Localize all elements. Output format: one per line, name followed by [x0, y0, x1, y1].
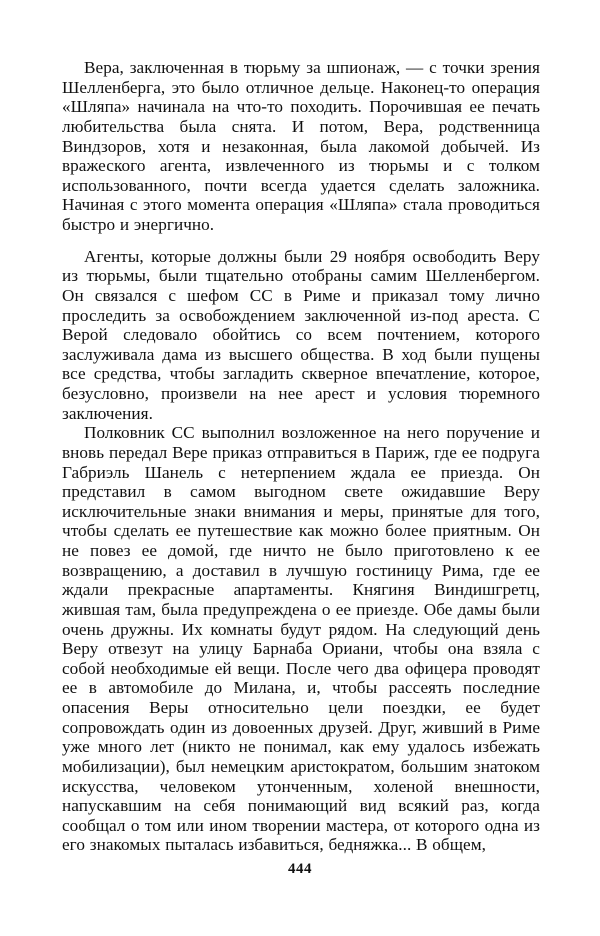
body-text: [62, 58, 540, 855]
paragraph-gap: [62, 235, 540, 247]
paragraph-1: Вера, заключенная в тюрьму за шпионаж, — с точки зрения Шелленберга, это было отличное дельце. Наконец-то операция «Шляпа» начинала на что-то походить. Порочившая ее печать любительства была снята. И потом, Вера, родственница Виндзоров, хотя и незаконная, была лакомой добычей. Из вражеского агента, извлеченного из тюрьмы и с толком использованного, почти всегда удается сделать заложника. Начиная с этого момента операция «Шляпа» стала проводиться быстро и энергично.: [62, 58, 540, 234]
page-number: 444: [288, 861, 312, 877]
paragraph-2: Агенты, которые должны были 29 ноября освободить Веру из тюрьмы, были тщательно отобраны самим Шелленбергом. Он связался с шефом СС в Риме и приказал тому лично проследить за освобождением заключенной из-под ареста. С Верой следовало обойтись со всем почтением, которого заслуживала дама из высшего общества. В ход были пущены все средства, чтобы загладить скверное впечатление, которое, безусловно, произвели на нее арест и условия тюремного заключения.: [62, 246, 540, 423]
paragraph-3: Полковник СС выполнил возложенное на него поручение и вновь передал Вере приказ отправиться в Париж, где ее подруга Габриэль Шанель с нетерпением ждала ее приезда. Он представил в самом выгодном свете ожидавшие Веру исключительные знаки внимания и меры, принятые для того, чтобы сделать ее путешествие как можно более приятным. Он не повез ее домой, где ничто не было приготовлено к ее возвращению, а доставил в лучшую гостиницу Рима, где ее ждали прекрасные апартаменты. Княгиня Виндишгретц, жившая там, была предупреждена о ее приезде. Обе дамы были очень дружны. Их комнаты будут рядом. На следующий день Веру отвезут на улицу Барнаба Ориани, чтобы она взяла с собой необходимые ей вещи. После чего два офицера проводят ее в автомобиле до Милана, и, чтобы рассеять последние опасения Веры относительно цели поездки, ее будет сопровождать один из довоенных друзей. Друг, живший в Риме уже много лет (никто не понимал, как ему удалось избежать мобилизации), был немецким аристократом, большим знатоком искусства, человеком утонченным, холеной внешности, напускавшим на себя понимающий вид всякий раз, когда сообщал о том или ином творении мастера, от которого одна из его знакомых пыталась избавиться, бедняжка... В общем,: [62, 423, 540, 855]
